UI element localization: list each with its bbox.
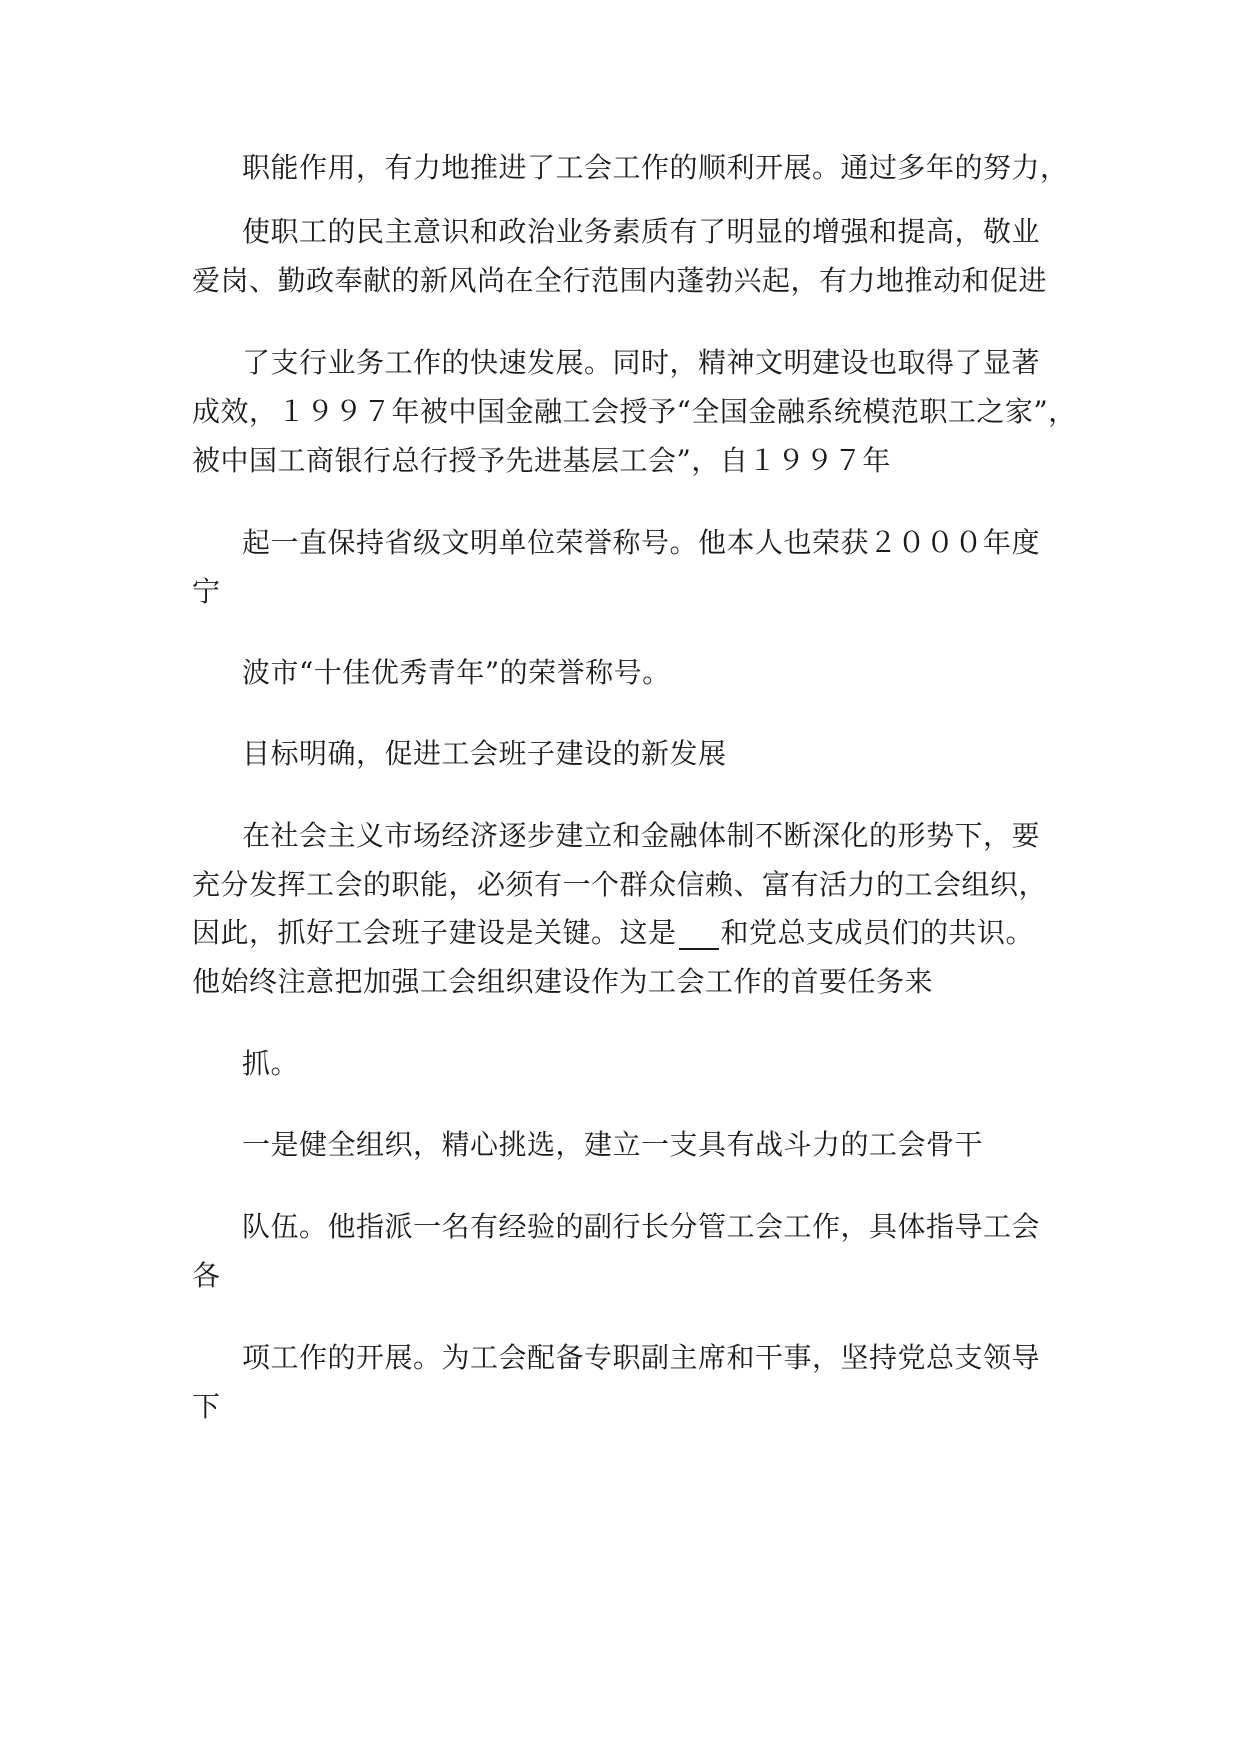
paragraph-line: 抓。 [242,1047,300,1080]
paragraph-line: 一是健全组织，精心挑选，建立一支具有战斗力的工会骨干 [242,1128,984,1161]
paragraph-line: 项工作的开展。为工会配备专职副主席和干事，坚持党总支领导 [242,1341,1041,1374]
paragraph-text: 因此，抓好工会班子建设是关键。这是 [192,916,677,949]
paragraph-line: 被中国工商银行总行授予先进基层工会”，自１９９７年 [192,444,891,477]
section-heading: 目标明确，促进工会班子建设的新发展 [242,737,727,770]
paragraph-line: 他始终注意把加强工会组织建设作为工会工作的首要任务来 [192,965,934,998]
paragraph-line: 波市“十佳优秀青年”的荣誉称号。 [242,656,671,689]
paragraph-line: 职能作用，有力地推进了工会工作的顺利开展。通过多年的努力， [242,151,1069,184]
underline-blank [679,918,719,950]
paragraph-line: 宁 [192,575,221,608]
paragraph-line: 下 [192,1390,221,1423]
paragraph-line: 充分发挥工会的职能，必须有一个群众信赖、富有活力的工会组织， [192,868,1048,901]
paragraph-line: 队伍。他指派一名有经验的副行长分管工会工作，具体指导工会 [242,1210,1041,1243]
paragraph-line: 成效，１９９７年被中国金融工会授予“全国金融系统模范职工之家”， [192,395,1077,428]
paragraph-line [192,916,1034,950]
paragraph-text: 和党总支成员们的共识。 [720,916,1035,949]
paragraph-line: 起一直保持省级文明单位荣誉称号。他本人也荣获２０００年度 [242,526,1041,559]
paragraph-line: 使职工的民主意识和政治业务素质有了明显的增强和提高，敬业 [242,215,1041,248]
paragraph-line: 各 [192,1259,221,1292]
paragraph-line: 了支行业务工作的快速发展。同时，精神文明建设也取得了显著 [242,346,1041,379]
paragraph-line: 爱岗、勤政奉献的新风尚在全行范围内蓬勃兴起，有力地推动和促进 [192,264,1048,297]
paragraph-line: 在社会主义市场经济逐步建立和金融体制不断深化的形势下，要 [242,819,1041,852]
